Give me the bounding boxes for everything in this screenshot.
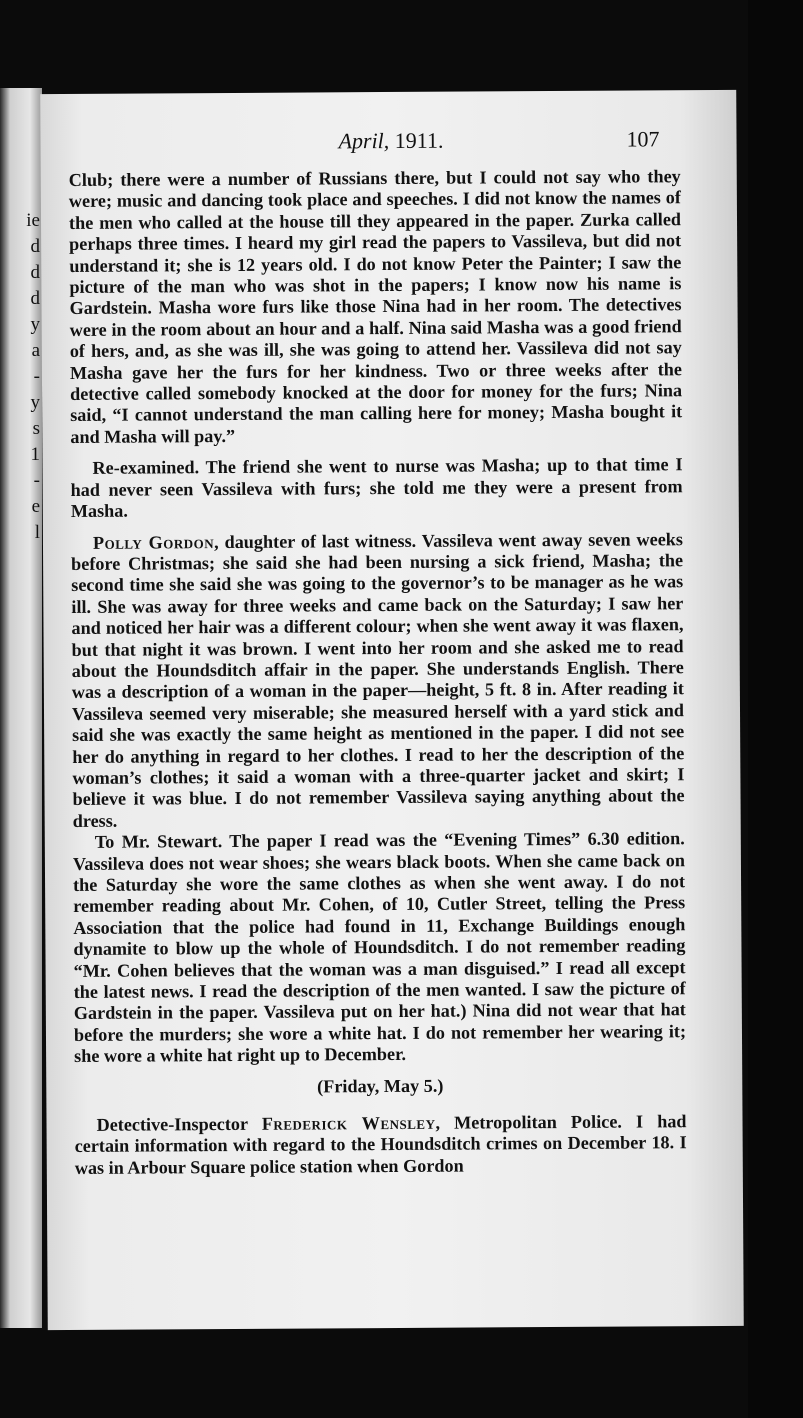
left-page-text-fragments (2, 208, 40, 546)
edge-letter: ie (26, 210, 40, 231)
page-number: 107 (626, 126, 660, 152)
scan-border (748, 0, 803, 1418)
book-page (40, 90, 744, 1330)
running-head (338, 128, 443, 155)
edge-letter: d (30, 288, 40, 309)
witness-name: Polly Gordon (92, 531, 215, 553)
paragraph: Re-examined. The friend she went to nurse was Masha; up to that time I had never seen Vassileva with furs; she told me they were a present from Masha. (70, 454, 683, 522)
paragraph (71, 529, 685, 832)
witness-title: Detective-Inspector (96, 1113, 262, 1135)
paragraph (74, 1111, 686, 1179)
paragraph: To Mr. Stewart. The paper I read was the “Evening Times” 6.30 edition. Vassileva does not wear shoes; she wears black boots. When she came back on the Saturday she wore the same clothes as when she went away. I do not remember reading about Mr. Cohen, of 10, Cutler Street, telling the Press Association that the police had found in 11, Exchange Buildings enough dynamite to blow up the whole of Houndsditch. I do not remember reading “Mr. Cohen believes that the woman was a man disguised.” I read all except the latest news. I read the description of the men wanted. I saw the picture of Gardstein in the paper. Vassileva put on her hat.) Nina did not wear that hat before the murders; she wore a white hat. I do not remember her wearing it; she wore a white hat right up to December. (72, 828, 687, 1067)
paragraph-text: , daughter of last witness. Vassileva went away seven weeks before Christmas; she said she had been nursing a sick friend, Masha; the second time she said she was going to the governor’s to be manager as he was ill. She was away for three weeks and came back on the Saturday; I saw her and noticed her hair was a different colour; when she went away it was flaxen, but that night it was brown. I went into her room and she asked me to read about the Houndsditch affair in the paper. She understands English. There was a description of a woman in the paper—height, 5 ft. 8 in. After reading it Vassileva seemed very miserable; she measured herself with a yard stick and said she was exactly the same height as mentioned in the paper. I did not see her do anything in regard to her clothes. I read to her the description of the woman’s clothes; it said a woman with a three-quarter jacket and skirt; I believe it was blue. I do not remember Vassileva saying anything about the dress. (71, 528, 685, 831)
header-year: 1911. (394, 127, 444, 153)
edge-letter: a (31, 340, 40, 361)
edge-letter: - (33, 366, 40, 387)
edge-letter: d (30, 236, 40, 257)
edge-letter: d (30, 262, 40, 283)
edge-letter: 1 (30, 444, 40, 465)
left-page-edge (0, 88, 42, 1328)
edge-letter: s (32, 418, 40, 439)
paragraph-text: , Metropolitan Police. I had certain information with regard to the Houndsditch crimes on December 18. I was in Arbour Square police station when Gordon (74, 1111, 687, 1178)
edge-letter: e (31, 496, 40, 517)
edge-letter: - (33, 470, 40, 491)
edge-letter: y (30, 392, 40, 413)
paragraph: Club; there were a number of Russians there, but I could not say who they were; music and dancing took place and speeches. I did not know the names of the men who called at the house till they appeared in the paper. Zurka called perhaps three times. I heard my girl read the papers to Vassileva, but did not understand it; she is 12 years old. I do not know Peter the Painter; I saw the picture of the man who was shot in the papers; I know now his name is Gardstein. Masha wore furs like those Nina had in her room. The detectives were in the room about an hour and a half. Nina said Masha was a good friend of hers, and, as she was ill, she was going to attend her. Vassileva did not say Masha gave her the furs for her kindness. Two or three weeks after the detective called somebody knocked at the door for money for the furs; Nina said, “I cannot understand the man calling here for money; Masha bought it and Masha will pay.” (68, 166, 683, 447)
witness-name: Frederick Wensley (261, 1112, 436, 1134)
edge-letter: l (34, 522, 40, 543)
header-month: April, (338, 128, 390, 154)
date-heading: (Friday, May 5.) (317, 1075, 444, 1097)
page-body (69, 166, 687, 1179)
edge-letter: y (30, 314, 40, 335)
